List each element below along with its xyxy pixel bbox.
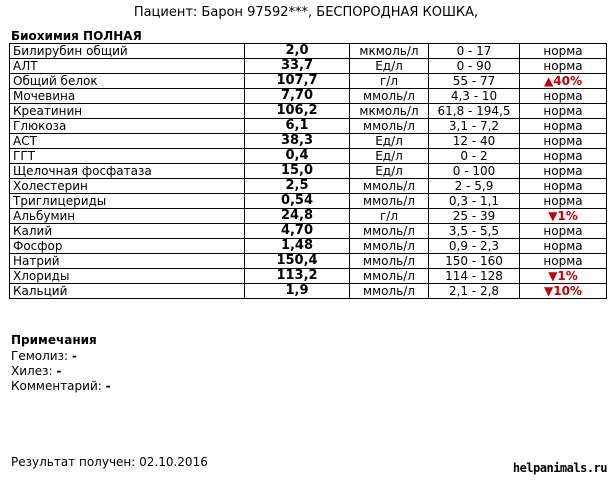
test-value: 1,48 — [245, 239, 350, 254]
test-unit: ммоль/л — [350, 194, 429, 209]
test-name: Натрий — [10, 254, 245, 269]
test-name: Холестерин — [10, 179, 245, 194]
test-reference: 12 - 40 — [429, 134, 520, 149]
test-status: норма — [520, 119, 607, 134]
table-row — [10, 284, 607, 299]
note-chylosis — [11, 364, 61, 378]
table-row — [10, 269, 607, 284]
test-unit: мкмоль/л — [350, 44, 429, 59]
test-status: норма — [520, 104, 607, 119]
test-value: 0,4 — [245, 149, 350, 164]
test-name: Хлориды — [10, 269, 245, 284]
table-row — [10, 179, 607, 194]
test-status: ▼10% — [520, 284, 607, 299]
note-hemolysis-value: - — [71, 349, 77, 363]
test-name: Кальций — [10, 284, 245, 299]
test-unit: г/л — [350, 74, 429, 89]
note-comment-label: Комментарий: — [11, 379, 102, 393]
test-value: 150,4 — [245, 254, 350, 269]
test-reference: 2 - 5,9 — [429, 179, 520, 194]
test-unit: ммоль/л — [350, 89, 429, 104]
note-comment — [11, 379, 111, 393]
test-reference: 0 - 2 — [429, 149, 520, 164]
test-unit: Ед/л — [350, 134, 429, 149]
table-row — [10, 119, 607, 134]
test-status: норма — [520, 164, 607, 179]
table-row — [10, 44, 607, 59]
table-row — [10, 239, 607, 254]
test-status: норма — [520, 59, 607, 74]
test-value: 107,7 — [245, 74, 350, 89]
test-status: норма — [520, 89, 607, 104]
test-reference: 0 - 100 — [429, 164, 520, 179]
note-hemolysis — [11, 349, 77, 363]
test-reference: 0 - 90 — [429, 59, 520, 74]
test-unit: ммоль/л — [350, 239, 429, 254]
test-name: АЛТ — [10, 59, 245, 74]
test-status: норма — [520, 134, 607, 149]
note-comment-value: - — [105, 379, 111, 393]
test-value: 1,9 — [245, 284, 350, 299]
test-value: 0,54 — [245, 194, 350, 209]
test-unit: Ед/л — [350, 59, 429, 74]
test-reference: 61,8 - 194,5 — [429, 104, 520, 119]
results-table — [9, 43, 607, 299]
test-reference: 2,1 - 2,8 — [429, 284, 520, 299]
test-status: норма — [520, 179, 607, 194]
table-row — [10, 164, 607, 179]
test-reference: 0,9 - 2,3 — [429, 239, 520, 254]
test-status: норма — [520, 44, 607, 59]
test-unit: ммоль/л — [350, 269, 429, 284]
table-row — [10, 104, 607, 119]
test-name: Общий белок — [10, 74, 245, 89]
test-unit: Ед/л — [350, 164, 429, 179]
patient-header: Пациент: Барон 97592***, БЕСПОРОДНАЯ КОШКА, — [133, 5, 479, 20]
test-status: норма — [520, 194, 607, 209]
test-unit: г/л — [350, 209, 429, 224]
test-unit: Ед/л — [350, 149, 429, 164]
test-unit: ммоль/л — [350, 254, 429, 269]
test-name: Триглицериды — [10, 194, 245, 209]
test-unit: ммоль/л — [350, 284, 429, 299]
test-name: ГГТ — [10, 149, 245, 164]
results-body — [10, 44, 607, 299]
table-row — [10, 224, 607, 239]
site-watermark: helpanimals.ru — [512, 461, 607, 475]
test-value: 15,0 — [245, 164, 350, 179]
test-status: норма — [520, 149, 607, 164]
test-status: норма — [520, 254, 607, 269]
test-reference: 150 - 160 — [429, 254, 520, 269]
test-name: Альбумин — [10, 209, 245, 224]
result-date: Результат получен: 02.10.2016 — [11, 455, 208, 469]
test-reference: 4,3 - 10 — [429, 89, 520, 104]
table-row — [10, 134, 607, 149]
test-status: ▼1% — [520, 209, 607, 224]
test-value: 38,3 — [245, 134, 350, 149]
table-row — [10, 149, 607, 164]
test-value: 106,2 — [245, 104, 350, 119]
table-row — [10, 209, 607, 224]
test-name: Калий — [10, 224, 245, 239]
table-row — [10, 89, 607, 104]
section-title: Биохимия ПОЛНАЯ — [11, 29, 142, 43]
test-name: Щелочная фосфатаза — [10, 164, 245, 179]
test-value: 24,8 — [245, 209, 350, 224]
test-name: АСТ — [10, 134, 245, 149]
test-value: 113,2 — [245, 269, 350, 284]
test-reference: 55 - 77 — [429, 74, 520, 89]
test-status: ▲40% — [520, 74, 607, 89]
test-reference: 3,1 - 7,2 — [429, 119, 520, 134]
test-value: 4,70 — [245, 224, 350, 239]
table-row — [10, 59, 607, 74]
test-reference: 25 - 39 — [429, 209, 520, 224]
test-unit: ммоль/л — [350, 179, 429, 194]
test-unit: ммоль/л — [350, 119, 429, 134]
test-reference: 0,3 - 1,1 — [429, 194, 520, 209]
table-row — [10, 254, 607, 269]
notes-title: Примечания — [11, 333, 97, 347]
test-value: 7,70 — [245, 89, 350, 104]
note-chylosis-value: - — [56, 364, 62, 378]
test-value: 33,7 — [245, 59, 350, 74]
test-value: 2,0 — [245, 44, 350, 59]
test-unit: мкмоль/л — [350, 104, 429, 119]
table-row — [10, 74, 607, 89]
test-reference: 114 - 128 — [429, 269, 520, 284]
test-status: ▼1% — [520, 269, 607, 284]
test-reference: 0 - 17 — [429, 44, 520, 59]
test-reference: 3,5 - 5,5 — [429, 224, 520, 239]
test-name: Мочевина — [10, 89, 245, 104]
test-status: норма — [520, 239, 607, 254]
test-name: Билирубин общий — [10, 44, 245, 59]
test-unit: ммоль/л — [350, 224, 429, 239]
note-hemolysis-label: Гемолиз: — [11, 349, 68, 363]
note-chylosis-label: Хилез: — [11, 364, 53, 378]
test-value: 2,5 — [245, 179, 350, 194]
test-name: Глюкоза — [10, 119, 245, 134]
test-value: 6,1 — [245, 119, 350, 134]
test-status: норма — [520, 224, 607, 239]
table-row — [10, 194, 607, 209]
test-name: Креатинин — [10, 104, 245, 119]
test-name: Фосфор — [10, 239, 245, 254]
